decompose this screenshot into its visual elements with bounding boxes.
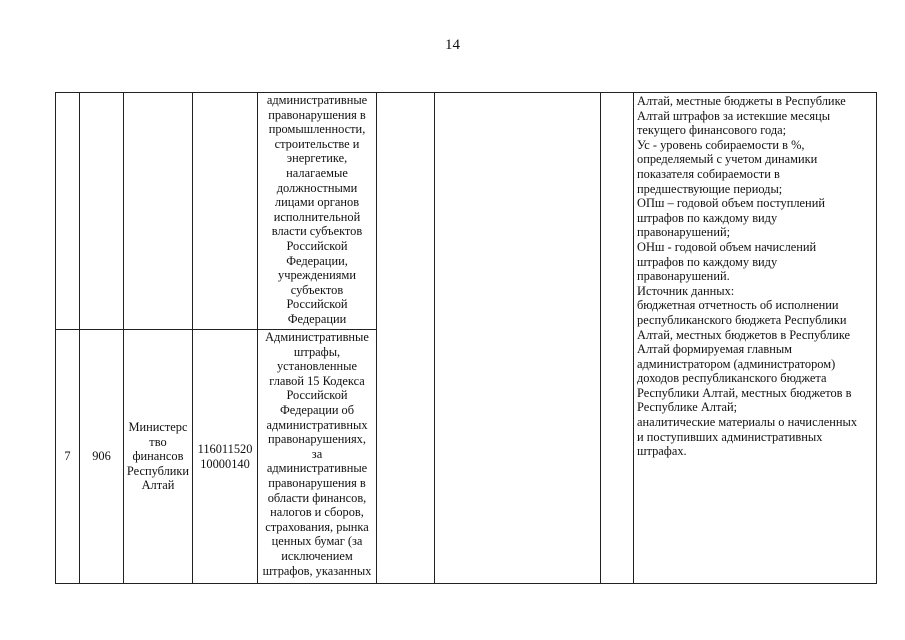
revenue-name-lines bbox=[260, 93, 374, 327]
revenue-name-line: субъектов bbox=[290, 282, 344, 297]
methodology-line: определяемый с учетом динамики bbox=[637, 152, 818, 167]
revenue-name-line: энергетике, bbox=[286, 151, 348, 166]
administrator-name-line: Алтай bbox=[141, 478, 175, 493]
methodology-line: доходов республиканского бюджета bbox=[637, 371, 827, 386]
methodology-line: Республике Алтай; bbox=[637, 400, 738, 415]
cell-col-7 bbox=[435, 93, 601, 584]
revenue-name-line: главой 15 Кодекса bbox=[269, 373, 365, 388]
revenue-name-line: правонарушения в bbox=[268, 475, 366, 490]
administrator-name-line: Республики bbox=[126, 463, 190, 478]
revenue-name-line: Российской bbox=[286, 297, 348, 312]
methodology-line: текущего финансового года; bbox=[637, 123, 787, 138]
administrator-name-lines bbox=[126, 420, 190, 493]
cell-kbk bbox=[193, 330, 258, 584]
revenue-name-line: штрафов, указанных bbox=[262, 563, 372, 578]
administrator-name-line: финансов bbox=[132, 449, 184, 464]
administrator-name-line: Министерс bbox=[128, 420, 188, 435]
methodology-line: правонарушений; bbox=[637, 225, 731, 240]
methodology-line: ОПш – годовой объем поступлений bbox=[637, 196, 825, 211]
revenue-name-line: области финансов, bbox=[267, 490, 367, 505]
kbk-code-line: 116011520 bbox=[197, 441, 253, 456]
methodology-line: и поступивших административных bbox=[637, 429, 823, 444]
cell-administrator bbox=[124, 93, 193, 330]
cell-number: 7 bbox=[56, 330, 80, 584]
revenue-name-line: Российской bbox=[286, 238, 348, 253]
revenue-name-line: налагаемые bbox=[286, 165, 348, 180]
cell-number bbox=[56, 93, 80, 330]
revenue-name-line: исключением bbox=[281, 548, 353, 563]
cell-admin-code: 906 bbox=[80, 330, 124, 584]
revenue-name-line: административные bbox=[266, 93, 368, 107]
revenue-name-line: лицами органов bbox=[274, 195, 360, 210]
methodology-line: Алтай, местных бюджетов в Республике bbox=[637, 327, 851, 342]
cell-methodology bbox=[634, 93, 877, 584]
methodology-line: ОНш - годовой объем начислений bbox=[637, 239, 817, 254]
methodology-line: предшествующие периоды; bbox=[637, 181, 783, 196]
kbk-code-lines bbox=[195, 442, 255, 471]
revenue-name-lines bbox=[260, 330, 374, 578]
kbk-code-line: 10000140 bbox=[200, 456, 250, 471]
revenue-name-line: власти субъектов bbox=[271, 224, 363, 239]
revenue-name-line: страхования, рынка bbox=[265, 519, 369, 534]
cell-revenue-name bbox=[258, 93, 377, 330]
revenue-name-line: налогов и сборов, bbox=[270, 505, 364, 520]
cell-admin-code bbox=[80, 93, 124, 330]
methodology-line: штрафах. bbox=[637, 444, 687, 459]
cell-administrator bbox=[124, 330, 193, 584]
revenue-name-line: исполнительной bbox=[273, 209, 361, 224]
page-number: 14 bbox=[445, 37, 460, 53]
revenue-name-line: административных bbox=[266, 417, 368, 432]
cell-kbk bbox=[193, 93, 258, 330]
revenue-name-line: Федерации об bbox=[279, 402, 355, 417]
revenue-name-line: учреждениями bbox=[278, 268, 356, 283]
revenue-forecast-table bbox=[55, 92, 877, 584]
revenue-name-line: правонарушения в bbox=[268, 107, 366, 122]
cell-col-8 bbox=[601, 93, 634, 584]
revenue-name-line: Российской bbox=[286, 388, 348, 403]
methodology-line: Республики Алтай, местных бюджетов в bbox=[637, 385, 852, 400]
methodology-line: показателя собираемости в bbox=[637, 166, 780, 181]
cell-col-6 bbox=[377, 93, 435, 584]
methodology-line: бюджетная отчетность об исполнении bbox=[637, 298, 839, 313]
methodology-line: штрафов по каждому виду bbox=[637, 254, 778, 269]
methodology-line: штрафов по каждому виду bbox=[637, 210, 778, 225]
methodology-lines bbox=[637, 94, 873, 459]
methodology-line: правонарушений. bbox=[637, 269, 730, 284]
revenue-name-line: строительстве и bbox=[274, 136, 360, 151]
revenue-name-line: Административные bbox=[265, 330, 369, 344]
methodology-line: Алтай, местные бюджеты в Республике bbox=[637, 94, 846, 108]
revenue-name-line: должностными bbox=[276, 180, 358, 195]
methodology-line: аналитические материалы о начисленных bbox=[637, 415, 858, 430]
revenue-name-line: штрафы, bbox=[293, 344, 341, 359]
methodology-line: Источник данных: bbox=[637, 283, 735, 298]
revenue-name-line: Федерации bbox=[287, 311, 347, 326]
methodology-line: Алтай штрафов за истекшие месяцы bbox=[637, 108, 831, 123]
revenue-name-line: правонарушениях, bbox=[268, 432, 366, 447]
administrator-name-line: тво bbox=[149, 434, 167, 449]
methodology-line: республиканского бюджета Республики bbox=[637, 312, 847, 327]
cell-revenue-name bbox=[258, 330, 377, 584]
methodology-line: Алтай формируемая главным bbox=[637, 342, 793, 357]
revenue-name-line: административные bbox=[266, 461, 368, 476]
revenue-name-line: ценных бумаг (за bbox=[271, 534, 363, 549]
revenue-name-line: Федерации, bbox=[286, 253, 348, 268]
revenue-name-line: промышленности, bbox=[268, 122, 366, 137]
methodology-line: администратором (администратором) bbox=[637, 356, 836, 371]
revenue-name-line: за bbox=[311, 446, 323, 461]
table-row-continued bbox=[56, 93, 877, 330]
methodology-line: Ус - уровень собираемости в %, bbox=[637, 137, 805, 152]
revenue-name-line: установленные bbox=[276, 359, 358, 374]
